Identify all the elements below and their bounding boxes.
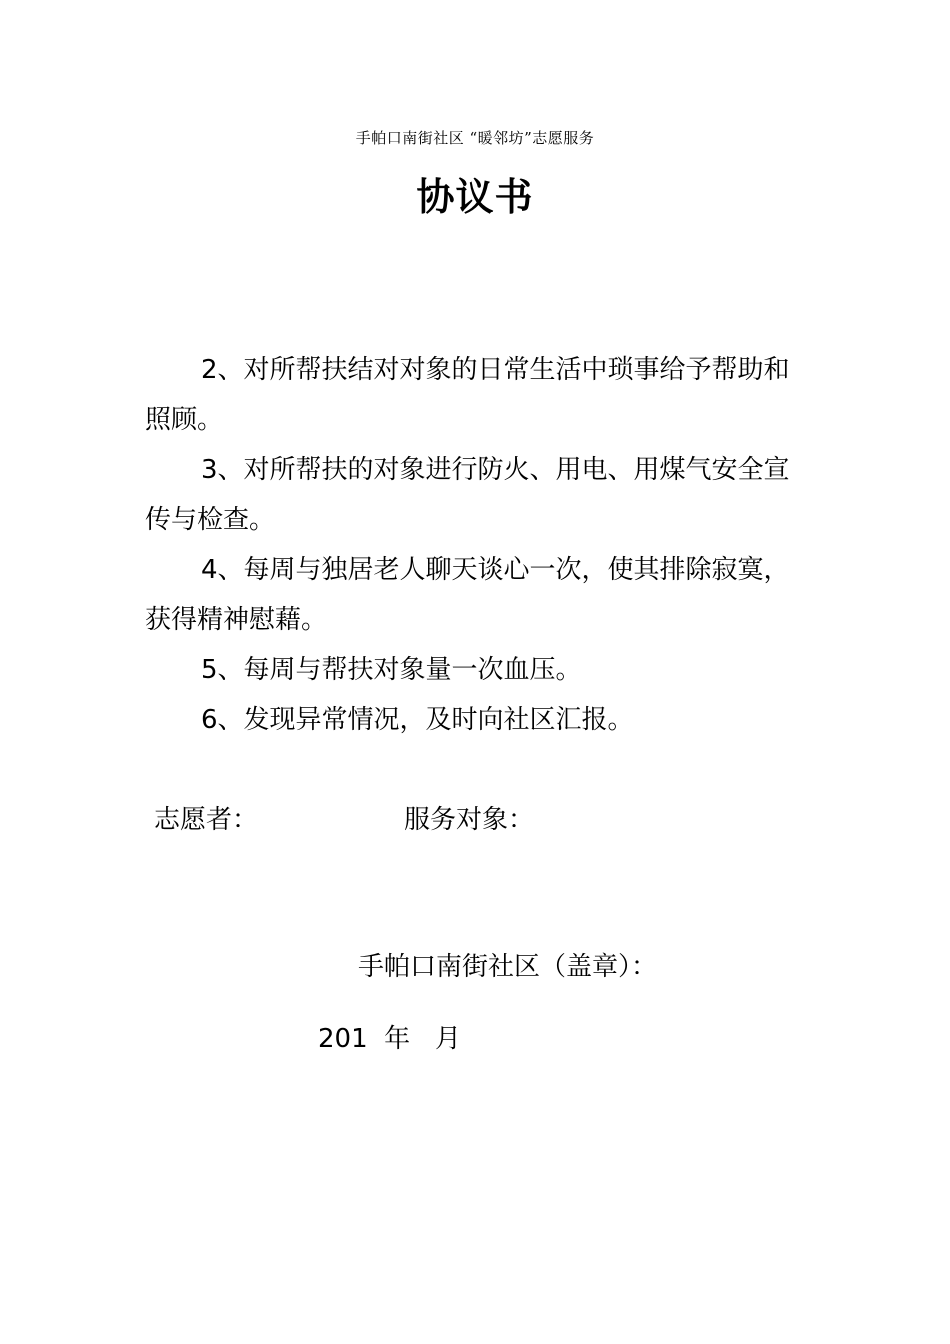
term-paragraph-5: 5、每周与帮扶对象量一次血压。	[201, 655, 582, 685]
volunteer-signature-label: 志愿者：	[154, 805, 259, 835]
term-paragraph-4: 4、每周与独居老人聊天谈心一次，使其排除寂寞，获得精神慰藉。	[145, 555, 790, 635]
document-title: 协议书	[416, 175, 534, 219]
date-line: 201 年 月	[318, 1024, 461, 1054]
document-subheader: 手帕口南街社区 “暖邻坊”志愿服务	[355, 129, 595, 147]
agreement-terms	[145, 345, 805, 745]
community-seal-line: 手帕口南街社区（盖章）：	[358, 952, 658, 982]
term-paragraph-3: 3、对所帮扶的对象进行防火、用电、用煤气安全宣传与检查。	[145, 455, 790, 535]
term-paragraph-2: 2、对所帮扶结对对象的日常生活中琐事给予帮助和照顾。	[145, 355, 790, 435]
signature-row	[0, 795, 950, 845]
term-paragraph-6: 6、发现异常情况，及时向社区汇报。	[201, 705, 634, 735]
service-target-signature-label: 服务对象：	[404, 805, 535, 835]
